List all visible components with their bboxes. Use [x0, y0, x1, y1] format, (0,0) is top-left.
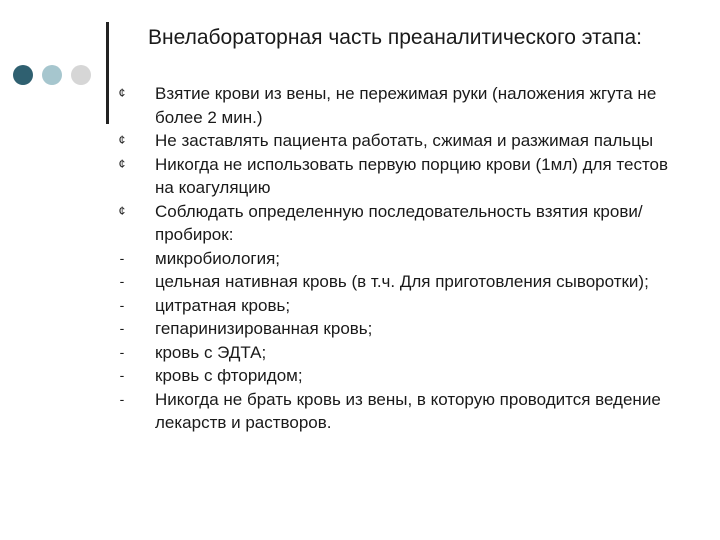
dash-bullet-icon: -: [119, 273, 125, 289]
list-item-text: цельная нативная кровь (в т.ч. Для приготовления сыворотки);: [155, 272, 649, 291]
list-item: [110, 317, 690, 341]
dash-bullet-icon: -: [119, 390, 125, 407]
list-item-text: Никогда не использовать первую порцию крови (1мл) для тестов на коагуляцию: [155, 154, 669, 197]
circle-bullet-icon: ¢: [118, 203, 126, 218]
list-item-text: кровь с фторидом;: [155, 366, 303, 385]
dash-bullet-icon: -: [119, 320, 125, 336]
dash-bullet-icon: -: [119, 249, 125, 266]
list-item-text: гепаринизированная кровь;: [155, 319, 373, 338]
list-item: [110, 247, 690, 271]
list-item-text: Взятие крови из вены, не пережимая руки (наложения жгута не более 2 мин.): [155, 84, 657, 127]
slide-title: Внелабораторная часть преаналитического этапа:: [147, 26, 642, 49]
list-item-text: цитратная кровь;: [155, 295, 291, 315]
list-item-text: Не заставлять пациента работать, сжимая и разжимая пальцы: [155, 131, 654, 150]
list-item: [110, 153, 690, 200]
list-item-text: Никогда не брать кровь из вены, в которую проводится ведение лекарств и растворов.: [155, 389, 661, 432]
list-item: [110, 129, 690, 153]
list-item: [110, 294, 690, 318]
decorative-dot-dark: [13, 65, 33, 85]
list-item: [110, 200, 690, 247]
list-item-text: Соблюдать определенную последовательность взятия крови/пробирок:: [155, 201, 643, 244]
dash-bullet-icon: -: [119, 367, 125, 383]
divider-line: [106, 22, 109, 124]
circle-bullet-icon: ¢: [118, 156, 126, 171]
list-item: [110, 341, 690, 365]
decorative-dot-light: [71, 65, 91, 85]
list-item: [110, 388, 690, 435]
bullet-list: [110, 82, 690, 435]
list-item-text: микробиология;: [155, 248, 281, 268]
list-item: [110, 364, 690, 388]
list-item: [110, 82, 690, 129]
circle-bullet-icon: ¢: [118, 86, 126, 100]
decorative-dot-mid: [42, 65, 62, 85]
dash-bullet-icon: -: [119, 343, 125, 360]
circle-bullet-icon: ¢: [118, 133, 126, 147]
dash-bullet-icon: -: [119, 296, 125, 313]
list-item-text: кровь с ЭДТА;: [155, 342, 267, 362]
list-item: [110, 270, 690, 294]
